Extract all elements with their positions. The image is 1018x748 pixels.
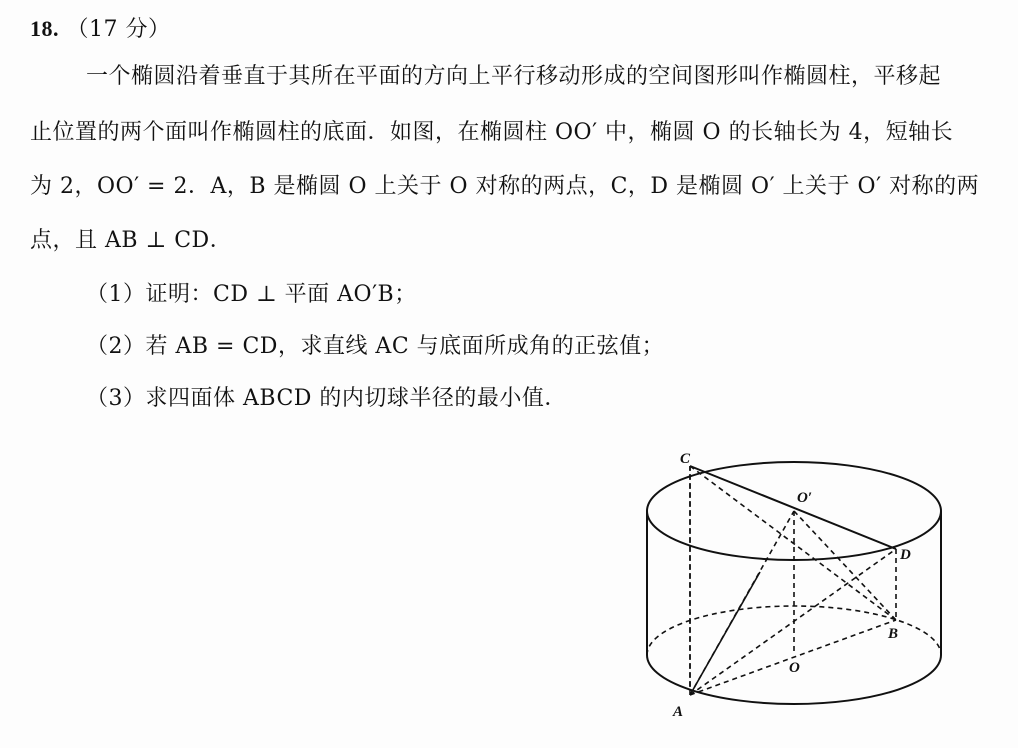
- label-B: B: [888, 626, 899, 642]
- label-C: C: [680, 451, 691, 467]
- part-3-text: 求四面体 ABCD 的内切球半径的最小值．: [145, 386, 567, 411]
- part-2-text: 若 AB = CD，求直线 AC 与底面所成角的正弦值；: [145, 334, 665, 359]
- label-A: A: [673, 704, 684, 720]
- label-O: O: [789, 660, 800, 676]
- segment-AB: [690, 620, 899, 695]
- stem-line-2: 止位置的两个面叫作椭圆柱的底面．如图，在椭圆柱 OO′ 中，椭圆 O 的长轴长为 4，短轴长: [30, 120, 954, 145]
- segment-O-prime-B: [794, 511, 896, 620]
- part-3-label: （3）: [86, 386, 146, 411]
- segment-CD: [690, 466, 896, 549]
- question-score: （17 分）: [66, 17, 171, 42]
- label-O-prime: O′: [797, 490, 813, 506]
- part-1-text: 证明：CD ⊥ 平面 AO′B；: [145, 282, 417, 307]
- part-1-label: （1）: [86, 282, 146, 307]
- question-number: 18.: [30, 16, 59, 41]
- part-2-label: （2）: [86, 334, 146, 359]
- segment-CB: [690, 466, 896, 620]
- stem-line-4: 点，且 AB ⊥ CD．: [30, 228, 233, 253]
- label-D: D: [900, 547, 911, 563]
- stem-line-1: 一个椭圆沿着垂直于其所在平面的方向上平行移动形成的空间图形叫作椭圆柱，平移起: [86, 64, 942, 89]
- segment-A-upper: [690, 572, 760, 695]
- stem-line-3: 为 2，OO′ = 2．A，B 是椭圆 O 上关于 O 对称的两点，C，D 是椭圆 O′ 上关于 O′ 对称的两: [30, 174, 980, 199]
